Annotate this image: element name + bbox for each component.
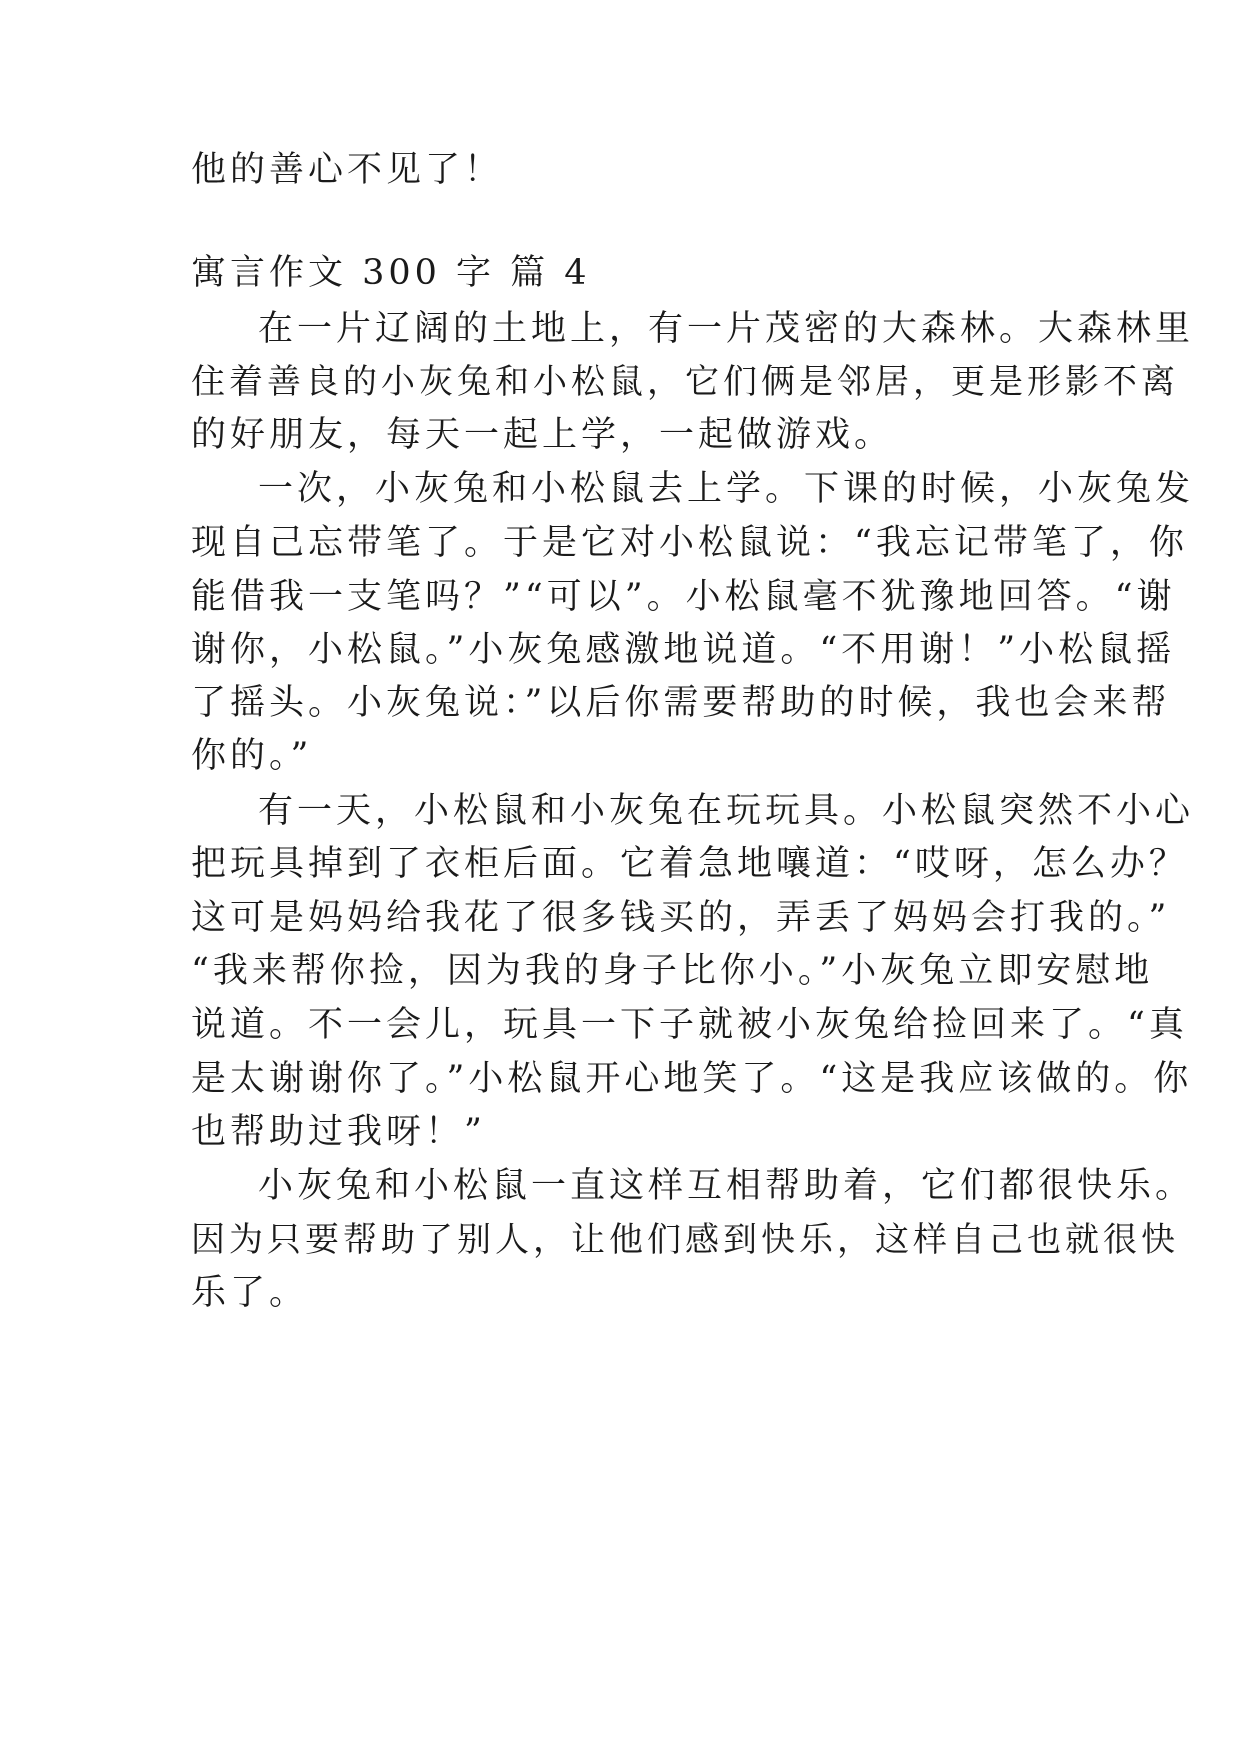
- paragraph-line: 现自己忘带笔了。于是它对小松鼠说：“我忘记带笔了，你: [191, 523, 1188, 563]
- paragraph-line: 这可是妈妈给我花了很多钱买的，弄丢了妈妈会打我的。”: [191, 898, 1171, 938]
- paragraph-line: 的好朋友，每天一起上学，一起做游戏。: [191, 415, 894, 455]
- paragraph-line: 有一天，小松鼠和小灰兔在玩玩具。小松鼠突然不小心: [258, 791, 1195, 831]
- paragraph-line: 能借我一支笔吗？”“可以”。小松鼠毫不犹豫地回答。“谢: [191, 577, 1176, 617]
- paragraph-line: 在一片辽阔的土地上，有一片茂密的大森林。大森林里: [258, 309, 1195, 349]
- paragraph-line: 也帮助过我呀！”: [191, 1112, 486, 1152]
- paragraph-line: 说道。不一会儿，玩具一下子就被小灰兔给捡回来了。“真: [191, 1005, 1188, 1045]
- paragraph-line: 了摇头。小灰兔说：”以后你需要帮助的时候，我也会来帮: [191, 683, 1171, 723]
- paragraph-line: 住着善良的小灰兔和小松鼠，它们俩是邻居，更是形影不离: [191, 362, 1179, 402]
- paragraph-line: “我来帮你捡，因为我的身子比你小。”小灰兔立即安慰地: [191, 951, 1154, 991]
- text-line: 他的善心不见了！: [191, 150, 504, 190]
- paragraph-line: 你的。”: [191, 736, 313, 776]
- paragraph-line: 把玩具掉到了衣柜后面。它着急地嚷道：“哎呀，怎么办？: [191, 844, 1188, 884]
- paragraph-line: 小灰兔和小松鼠一直这样互相帮助着，它们都很快乐。: [258, 1166, 1195, 1206]
- paragraph-line: 因为只要帮助了别人，让他们感到快乐，这样自己也就很快: [191, 1220, 1179, 1260]
- paragraph-line: 谢你，小松鼠。”小灰兔感激地说道。“不用谢！”小松鼠摇: [191, 630, 1176, 670]
- paragraph-line: 乐了。: [191, 1273, 309, 1313]
- paragraph-line: 是太谢谢你了。”小松鼠开心地笑了。“这是我应该做的。你: [191, 1059, 1193, 1099]
- section-heading: 寓言作文 300 字 篇 4: [191, 253, 591, 293]
- paragraph-line: 一次，小灰兔和小松鼠去上学。下课的时候，小灰兔发: [258, 469, 1195, 509]
